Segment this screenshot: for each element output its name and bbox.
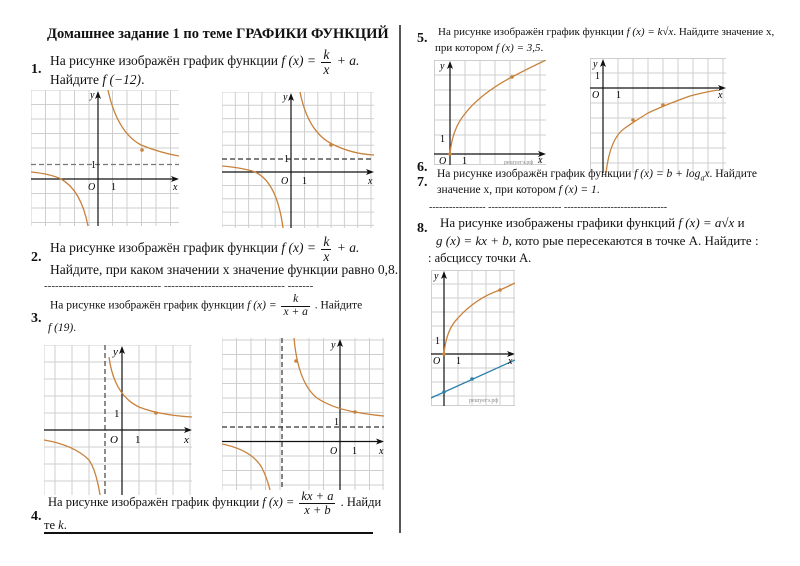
marked-point-g1 [442,390,446,394]
watermark: решуегэ.рф [504,160,534,165]
x-axis-label: x [184,434,189,446]
marked-point-2 [661,103,665,107]
problem-8-formula2: g (x) = kx + b, [436,233,513,248]
problem-2-line1: На рисунке изображён график функции [50,240,279,256]
origin-label: O [433,356,441,367]
origin-label: O [439,156,447,165]
problem-7-line1-text: На рисунке изображён график функции [437,168,632,180]
problem-5-line2-end: . [540,42,544,54]
answer-underline [44,532,373,534]
problem-8-line1-tail: и [737,215,745,230]
problem-1-formula-tail: + a. [336,53,360,69]
problem-7-line2-text: значение x, при котором [437,184,556,196]
unit-x-label: 1 [456,356,461,367]
problem-4-number: 4. [31,509,42,524]
grid [31,90,179,226]
problem-1-line2-math: f (−12) [102,72,142,87]
fraction-denominator: x + a [283,305,308,318]
problem-7-separator: ----------------- ---------------------- ------------------------------- [429,202,668,213]
problem-2-formula-lhs: f (x) = [281,240,316,256]
grid [590,58,726,173]
fraction-denominator: x [323,61,330,77]
unit-y-label: 1 [595,71,600,82]
problem-3-line1: На рисунке изображён график функции [50,299,245,312]
origin-label: O [110,434,118,446]
hyperbola-branch-right [108,90,179,156]
sqrt-curve [444,283,515,354]
unit-x-label: 1 [135,434,141,446]
problem-8-line3: : абсциссу точки A. [428,251,532,265]
unit-y-label: 1 [114,408,120,420]
unit-y-label: 1 [440,134,445,145]
problem-8-line2 [436,233,759,249]
problem-1-number: 1. [31,62,42,77]
problem-4-text [48,490,381,516]
unit-x-label: 1 [352,446,357,457]
unit-y-label: 1 [91,160,96,171]
graph-1 [31,90,179,226]
unit-x-label: 1 [616,90,621,101]
x-axis-label: x [538,155,543,165]
problem-5-line2-math: f (x) = 3,5 [495,42,541,54]
fraction-numerator: k [323,234,330,249]
marked-point [329,143,333,147]
problem-1-fraction [321,48,331,76]
x-axis-label: x [173,182,178,193]
problem-3-number: 3. [31,311,42,326]
problem-7-line2-math: f (x) = 1 [558,184,597,196]
y-axis-label: y [440,61,445,72]
problem-2-formula-tail: + a. [336,240,360,256]
y-axis-label: y [331,340,336,351]
problem-1-line2-end: . [141,72,145,87]
problem-7-line1 [437,168,757,182]
problem-5-line1-tail: . Найдите значение x, [673,26,775,38]
problem-3-formula-lhs: f (x) = [247,299,277,312]
column-divider [399,25,401,533]
problem-8-line2-text: кото рые пересекаются в точке A. Найдите : [515,233,759,248]
unit-y-label: 1 [435,336,440,347]
problem-2-fraction [321,235,331,263]
origin-label: O [592,90,600,101]
y-axis-label: y [593,59,598,70]
problem-7-formula: f (x) = b + log [634,168,701,180]
problem-3-text [50,294,362,318]
marked-point [154,411,158,415]
problem-1-line1: На рисунке изображён график функции [50,53,279,69]
grid [222,338,384,490]
problem-7-number: 7. [417,175,428,190]
problem-4-line1: На рисунке изображён график функции [48,494,260,509]
hyperbola-branch-left [222,166,283,228]
problem-2-number: 2. [31,250,42,265]
marked-point-2 [353,410,357,414]
problem-7-line2 [437,184,600,196]
problem-4-fraction [299,490,335,516]
problem-3-line2-math: f (19) [48,322,74,334]
y-axis-label: y [113,346,118,358]
problem-4-line2 [44,518,67,533]
problem-5-line2-text: при котором [435,42,494,54]
hyperbola-branch-right [294,338,384,416]
problem-7-formula-tail: x [704,168,710,180]
problem-3-fraction [281,294,309,318]
problem-3-formula-tail: . Найдите [314,299,363,312]
problem-4-line2-text: те [44,518,56,532]
grid [222,92,374,228]
problem-8-line1 [440,215,745,231]
marked-point-g2 [470,377,474,381]
marked-point-origin [442,352,446,356]
unit-x-label: 1 [302,176,307,187]
unit-y-label: 1 [334,417,339,428]
marked-point [510,75,514,79]
problem-3-line2-end: . [73,322,77,334]
problem-7-line1-tail: . Найдите [709,168,757,180]
origin-label: O [330,446,338,457]
y-axis-label: y [90,90,95,101]
problem-4-formula-lhs: f (x) = [262,494,295,509]
problem-2-separator: -------------------------------- --------------------------------- ------- [44,280,314,292]
problem-4-line2-end: . [63,518,67,532]
fraction-denominator: x [323,248,330,264]
x-axis-label: x [718,90,723,101]
marked-point-f [498,288,502,292]
problem-6-number: 6. [417,160,428,175]
problem-1-line2 [50,72,144,88]
problem-8-line1-text: На рисунке изображены графики функций [440,215,676,230]
unit-x-label: 1 [111,182,116,193]
problem-5-line1 [438,26,774,38]
grid [44,345,192,495]
problem-1-line2-text: Найдите [50,72,99,87]
problem-4-line2-math: k [58,518,64,532]
marked-point-origin [448,152,452,156]
problem-8-number: 8. [417,221,428,236]
fraction-numerator: k [293,293,299,305]
problem-5-line2 [435,42,543,54]
log-curve [606,90,718,173]
graph-3 [44,345,192,495]
problem-7-formula-sub: a [700,173,705,183]
origin-label: O [281,176,289,187]
sqrt-curve [450,60,546,154]
fraction-numerator: k [323,47,330,62]
graph-5 [434,60,546,165]
marked-point-1 [631,118,635,122]
unit-y-label: 1 [284,154,289,165]
x-axis-label: x [368,176,373,187]
page-title: Домашнее задание 1 по теме ГРАФИКИ ФУНКЦИЙ [47,26,389,42]
problem-5-number: 5. [417,31,428,46]
problem-7-line2-end: . [596,184,600,196]
problem-2-text [50,235,359,263]
origin-label: O [88,182,96,193]
watermark: решуегэ.рф [469,398,499,404]
y-axis-label: y [283,92,288,103]
hyperbola-branch-left [222,444,270,490]
y-axis-label: y [434,271,439,282]
problem-5-formula: f (x) = k√x [626,26,674,38]
problem-3-line2 [48,322,76,334]
graph-8 [431,270,515,406]
marked-point-1 [294,359,298,363]
unit-x-label: 1 [462,156,467,165]
problem-5-line1-text: На рисунке изображён график функции [438,26,624,38]
graph-6 [590,58,726,173]
problem-8-formula1: f (x) = a√x [678,215,735,230]
problem-1-formula-lhs: f (x) = [281,53,316,69]
x-axis-label: x [508,356,513,367]
graph-4 [222,338,384,490]
problem-4-formula-tail: . Найди [340,494,382,509]
problem-2-line2: Найдите, при каком значении x значение функции равно 0,8. [50,262,399,277]
marked-point [140,148,144,152]
x-axis-label: x [379,446,384,457]
fraction-denominator: x + b [299,503,335,517]
fraction-numerator: kx + a [301,489,334,503]
graph-2 [222,92,374,228]
